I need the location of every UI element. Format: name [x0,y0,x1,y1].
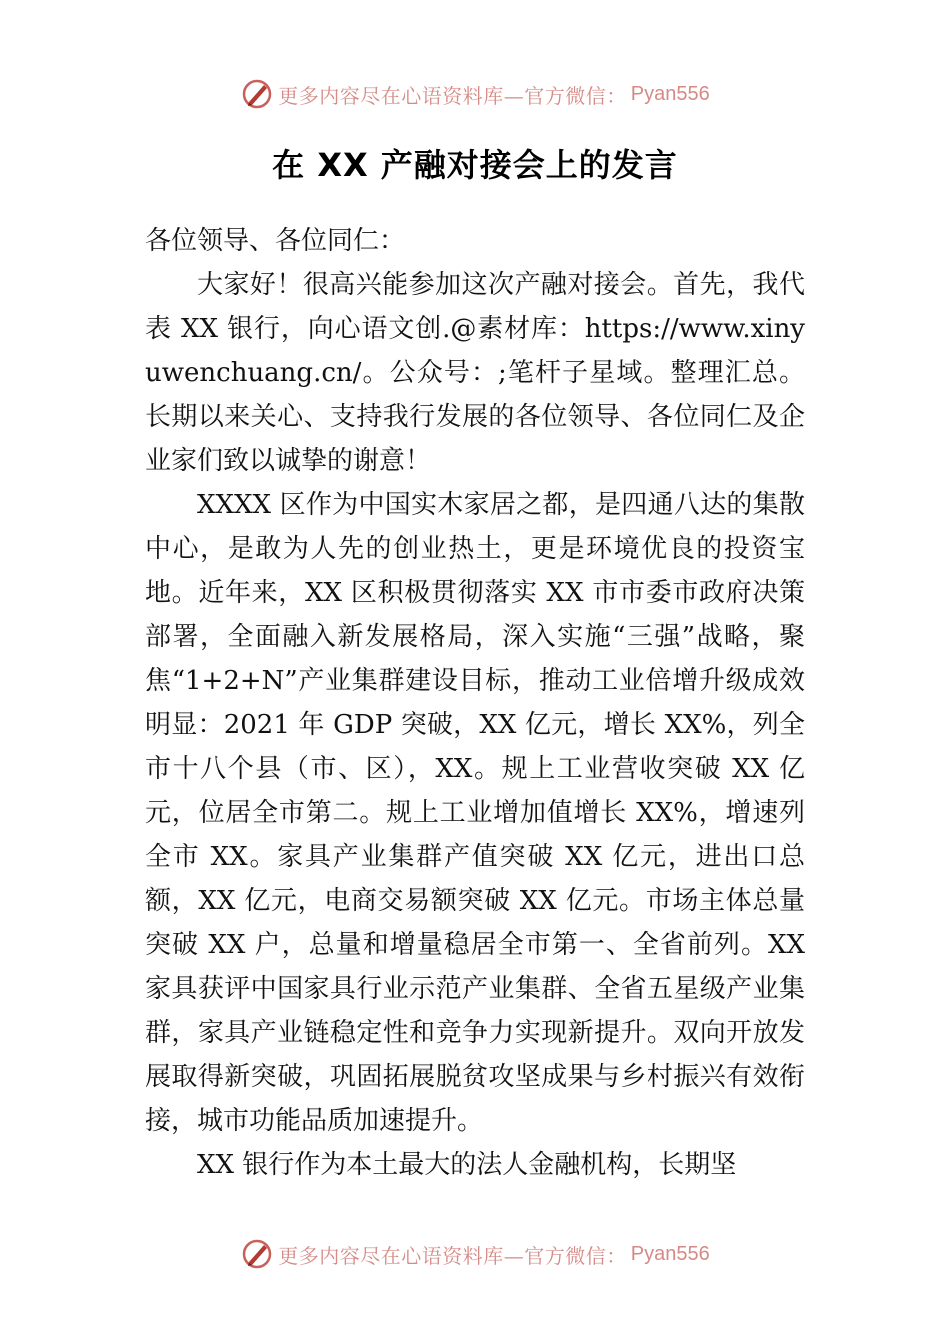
watermark-text: 更多内容尽在心语资料库—官方微信： [278,83,627,108]
pen-logo-icon [240,77,274,111]
salutation: 各位领导、各位同仁： [145,226,406,256]
paragraph-2: XXXX 区作为中国实木家居之都，是四通八达的集散中心，是敢为人先的创业热土，更是环境优良的投资宝地。近年来，XX 区积极贯彻落实 XX 市市委市政府决策部署，全面融入新发展格局，深入实施“三强”战略，聚焦“1+2+N”产业集群建设目标，推动工业倍增升级成效明显：2021 年 GDP 突破，XX 亿元，增长 XX%，列全市十八个县（市、区），XX。规上工业营收突破 XX 亿元，位居全市第二。规上工业增加值增长 XX%，增速列全市 XX。家具产业集群产值突破 XX 亿元，进出口总额，XX 亿元，电商交易额突破 XX 亿元。市场主体总量突破 XX 户，总量和增量稳居全市第一、全省前列。XX 家具获评中国家具行业示范产业集群、全省五星级产业集群，家具产业链稳定性和竞争力实现新提升。双向开放发展取得新突破，巩固拓展脱贫攻坚成果与乡村振兴有效衔接，城市功能品质加速提升。 [145,490,805,1136]
paragraph-1: 大家好！很高兴能参加这次产融对接会。首先，我代表 XX 银行，向心语文创.@素材库：https://www.xinyuwenchuang.cn/。公众号：;笔杆子星域。整理汇总。长期以来关心、支持我行发展的各位领导、各位同仁及企业家们致以诚挚的谢意！ [145,270,805,476]
footer-watermark [0,1232,950,1276]
watermark-handle: Pyan556 [630,1242,710,1265]
watermark-handle: Pyan556 [630,82,710,105]
header-watermark [0,72,950,116]
paragraph-3-partial: XX 银行作为本土最大的法人金融机构，长期坚 [197,1150,737,1180]
document-title: 在 XX 产融对接会上的发言 [272,146,678,184]
pen-logo-icon [240,1237,274,1271]
document-body [145,219,805,1187]
watermark-text: 更多内容尽在心语资料库—官方微信： [278,1243,627,1268]
